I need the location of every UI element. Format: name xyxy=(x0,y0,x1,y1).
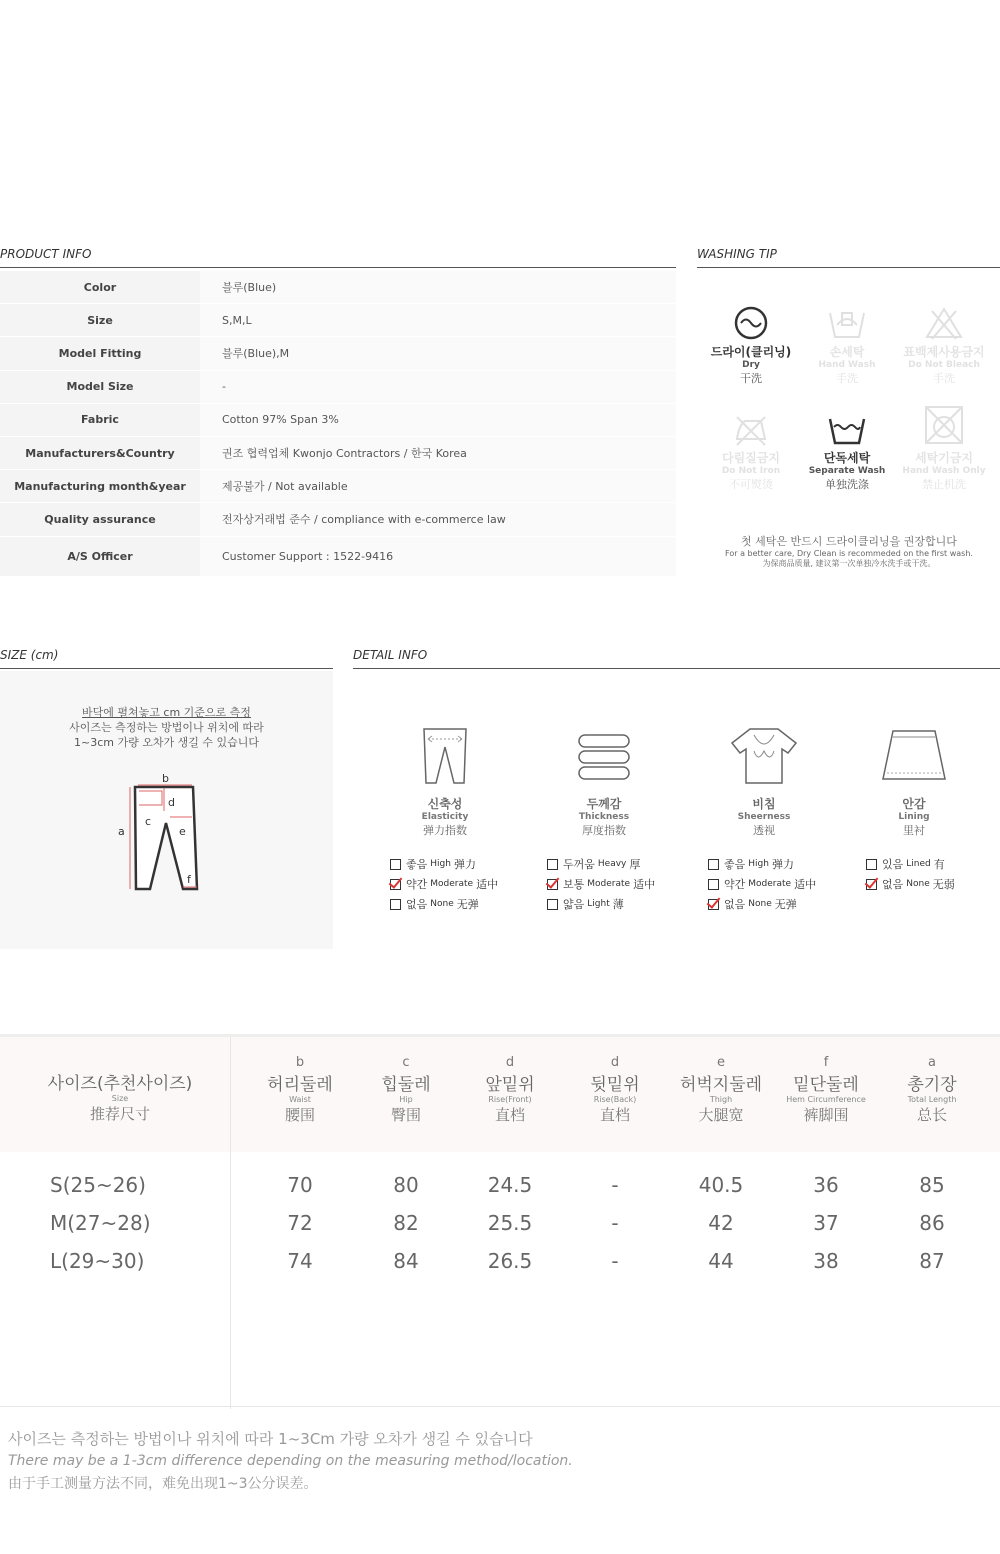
washing-ko: 세탁기금지 xyxy=(915,451,973,465)
row-label: Color xyxy=(0,271,200,303)
header-ko: 허벅지둘레 xyxy=(679,1075,763,1095)
diagram-letter-e: e xyxy=(179,825,186,838)
opt-en: Moderate xyxy=(430,879,474,889)
size-cell: - xyxy=(611,1173,619,1197)
detail-ko: 신축성 xyxy=(427,797,463,811)
hand-wash-icon xyxy=(827,305,867,341)
size-guide-panel xyxy=(0,671,333,949)
header-ko: 밑단둘레 xyxy=(793,1075,859,1095)
opt-ko: 없음 xyxy=(724,898,746,911)
row-label: Model Fitting xyxy=(0,337,200,369)
checkbox[interactable] xyxy=(866,859,877,870)
sheerness-icon xyxy=(728,725,800,787)
size-cell: 86 xyxy=(919,1211,945,1235)
opt-zh: 无弹 xyxy=(456,898,479,911)
row-value: 블루(Blue),M xyxy=(200,337,676,369)
no-iron-icon xyxy=(731,411,771,447)
opt-zh: 适中 xyxy=(633,878,656,891)
lining-icon xyxy=(879,725,949,787)
opt-ko: 약간 xyxy=(406,878,428,891)
washing-en: Hand Wash Only xyxy=(902,466,986,476)
size-cell: 44 xyxy=(708,1249,734,1273)
no-bleach-icon xyxy=(924,305,964,341)
table-row xyxy=(0,1167,1000,1205)
detail-ko: 안감 xyxy=(902,797,926,811)
table-row xyxy=(0,404,676,437)
size-cell: 26.5 xyxy=(487,1249,533,1273)
detail-ko: 비침 xyxy=(752,797,776,811)
opt-en: None xyxy=(906,879,930,889)
opt-en: High xyxy=(430,859,451,869)
size-cell: 70 xyxy=(287,1173,313,1197)
detail-en: Lining xyxy=(898,812,930,822)
opt-zh: 弹力 xyxy=(453,858,476,871)
disclaimer-ko: 사이즈는 측정하는 방법이나 위치에 따라 1~3Cm 가량 오차가 생길 수 있습니다 xyxy=(8,1430,533,1448)
row-value: Customer Support : 1522-9416 xyxy=(200,537,676,576)
opt-ko: 없음 xyxy=(882,878,904,891)
size-cell: 74 xyxy=(287,1249,313,1273)
header-en: Total Length xyxy=(907,1095,957,1104)
size-cell: 72 xyxy=(287,1211,313,1235)
size-section-title: SIZE (cm) xyxy=(0,648,333,669)
detail-elasticity xyxy=(360,725,530,838)
washing-ko: 손세탁 xyxy=(829,345,865,359)
opt-en: Lined xyxy=(906,859,931,869)
table-row xyxy=(0,437,676,470)
opt-ko: 두꺼움 xyxy=(563,858,595,871)
diagram-letter-d: d xyxy=(168,796,175,809)
header-ko: 뒷밑위 xyxy=(590,1075,640,1095)
washing-item xyxy=(797,411,897,492)
size-cell: 80 xyxy=(393,1173,419,1197)
opt-zh: 薄 xyxy=(612,898,624,911)
opt-ko: 좋음 xyxy=(724,858,746,871)
washing-item xyxy=(701,305,801,386)
row-value: S,M,L xyxy=(200,304,676,336)
header-zh: 大腿宽 xyxy=(698,1106,744,1124)
header-letter: b xyxy=(295,1055,305,1070)
pants-diagram-icon xyxy=(110,771,250,901)
detail-en: Sheerness xyxy=(737,812,791,822)
detail-zh: 厚度指数 xyxy=(582,824,626,837)
header-zh: 直档 xyxy=(494,1106,525,1124)
header-letter: d xyxy=(505,1055,515,1070)
opt-en: High xyxy=(748,859,769,869)
separate-wash-icon xyxy=(827,411,867,447)
detail-en: Thickness xyxy=(578,812,630,822)
checkbox[interactable] xyxy=(390,899,401,910)
checkbox[interactable] xyxy=(547,899,558,910)
header-en: Rise(Back) xyxy=(593,1095,637,1104)
row-label: Manufacturing month&year xyxy=(0,470,200,502)
header-zh: 臀围 xyxy=(390,1106,421,1124)
washing-note xyxy=(698,533,1000,569)
opt-ko: 보통 xyxy=(563,878,585,891)
header-ko: 앞밑위 xyxy=(485,1075,535,1095)
header-hem xyxy=(771,1055,881,1125)
product-info-title: PRODUCT INFO xyxy=(0,247,676,268)
detail-en: Elasticity xyxy=(421,812,469,822)
detail-thickness xyxy=(519,725,689,838)
checkbox[interactable] xyxy=(708,879,719,890)
header-hip xyxy=(351,1055,461,1125)
size-cell: 25.5 xyxy=(487,1211,533,1235)
size-name: L(29~30) xyxy=(50,1249,145,1273)
row-label: Fabric xyxy=(0,404,200,436)
checkbox-checked[interactable] xyxy=(547,879,558,890)
header-zh: 腰围 xyxy=(284,1106,315,1124)
table-row xyxy=(0,1205,1000,1243)
diagram-letter-a: a xyxy=(118,825,125,838)
size-note-line1: 바닥에 펼쳐놓고 cm 기준으로 측정 xyxy=(82,706,251,719)
size-cell: 84 xyxy=(393,1249,419,1273)
washing-note-zh: 为保商品质量, 建议第一次单独冷水洗手或干洗。 xyxy=(762,559,936,568)
washing-zh: 手洗 xyxy=(933,372,955,385)
washing-ko: 단독세탁 xyxy=(823,451,871,465)
diagram-letter-b: b xyxy=(162,772,169,785)
washing-note-en: For a better care, Dry Clean is recommeded on the first wash. xyxy=(725,549,973,558)
size-cell: 36 xyxy=(813,1173,839,1197)
option-lining-none[interactable] xyxy=(866,876,955,892)
row-value: 전자상거래법 준수 / compliance with e-commerce law xyxy=(200,503,676,535)
option-elasticity-moderate[interactable] xyxy=(390,876,498,892)
header-en: Waist xyxy=(289,1095,311,1104)
row-value: 권조 협력업체 Kwonjo Contractors / 한국 Korea xyxy=(200,437,676,469)
option-thickness-light[interactable] xyxy=(547,896,624,912)
option-elasticity-none[interactable] xyxy=(390,896,479,912)
header-en: Size xyxy=(111,1094,129,1103)
washing-en: Dry xyxy=(742,360,760,370)
opt-zh: 适中 xyxy=(476,878,499,891)
table-row xyxy=(0,503,676,536)
header-ko: 총기장 xyxy=(907,1075,957,1095)
diagram-letter-c: c xyxy=(145,815,152,828)
opt-en: Moderate xyxy=(748,879,792,889)
opt-zh: 厚 xyxy=(629,858,641,871)
checkbox[interactable] xyxy=(708,859,719,870)
thickness-icon xyxy=(577,725,631,787)
row-value: 블루(Blue) xyxy=(200,271,676,303)
row-label: Manufacturers&Country xyxy=(0,437,200,469)
opt-ko: 좋음 xyxy=(406,858,428,871)
row-value: - xyxy=(200,371,676,403)
header-ko: 힙둘레 xyxy=(381,1075,431,1095)
header-en: Hem Circumference xyxy=(786,1095,866,1104)
table-row xyxy=(0,1243,1000,1281)
header-rise-back xyxy=(560,1055,670,1125)
size-note-line3: 1~3cm 가량 오차가 생길 수 있습니다 xyxy=(74,736,259,749)
option-sheerness-moderate[interactable] xyxy=(708,876,816,892)
header-ko: 허리둘레 xyxy=(267,1075,333,1095)
option-sheerness-high[interactable] xyxy=(708,856,794,872)
washing-item xyxy=(894,403,994,492)
detail-sheerness xyxy=(679,725,849,838)
row-label: A/S Officer xyxy=(0,537,200,576)
opt-en: Heavy xyxy=(597,859,627,869)
size-cell: 38 xyxy=(813,1249,839,1273)
washing-en: Hand Wash xyxy=(818,360,876,370)
size-cell: 82 xyxy=(393,1211,419,1235)
checkbox-checked[interactable] xyxy=(708,899,719,910)
option-thickness-moderate[interactable] xyxy=(547,876,655,892)
row-label: Quality assurance xyxy=(0,503,200,535)
header-letter: f xyxy=(823,1055,829,1070)
header-letter: d xyxy=(610,1055,620,1070)
checkbox[interactable] xyxy=(547,859,558,870)
washing-zh: 不可熨烫 xyxy=(729,478,773,491)
table-row xyxy=(0,271,676,304)
table-row xyxy=(0,371,676,404)
washing-item xyxy=(894,305,994,386)
table-row xyxy=(0,337,676,370)
header-thigh xyxy=(666,1055,776,1125)
size-cell: 87 xyxy=(919,1249,945,1273)
header-zh: 直档 xyxy=(599,1106,630,1124)
table-row xyxy=(0,470,676,503)
size-cell: - xyxy=(611,1249,619,1273)
washing-tip-title: WASHING TIP xyxy=(697,247,1000,268)
opt-ko: 얇음 xyxy=(563,898,585,911)
washing-en: Separate Wash xyxy=(808,466,886,476)
dry-clean-icon xyxy=(733,305,769,341)
opt-en: Light xyxy=(587,899,610,909)
washing-zh: 干洗 xyxy=(740,372,762,385)
size-cell: 37 xyxy=(813,1211,839,1235)
washing-zh: 单独洗涤 xyxy=(825,478,869,491)
row-value: 제공불가 / Not available xyxy=(200,470,676,502)
detail-lining xyxy=(829,725,999,838)
checkbox-checked[interactable] xyxy=(866,879,877,890)
option-thickness-heavy[interactable] xyxy=(547,856,640,872)
detail-zh: 弹力指数 xyxy=(423,824,467,837)
header-en: Rise(Front) xyxy=(488,1095,532,1104)
size-guide-note xyxy=(0,705,333,750)
header-total-length xyxy=(877,1055,987,1125)
header-en: Thigh xyxy=(709,1095,733,1104)
header-size xyxy=(20,1069,220,1124)
washing-ko: 드라이(클리닝) xyxy=(710,345,792,359)
header-rise-front xyxy=(455,1055,565,1125)
size-cell: - xyxy=(611,1211,619,1235)
header-en: Hip xyxy=(399,1095,413,1104)
opt-en: None xyxy=(430,899,454,909)
header-zh: 裤脚围 xyxy=(803,1106,849,1124)
size-cell: 85 xyxy=(919,1173,945,1197)
header-ko: 사이즈(추천사이즈) xyxy=(47,1074,193,1094)
size-note-line2: 사이즈는 측정하는 방법이나 위치에 따라 xyxy=(69,721,264,734)
table-row xyxy=(0,537,676,577)
option-lining-lined[interactable] xyxy=(866,856,945,872)
washing-zh: 手洗 xyxy=(836,372,858,385)
diagram-letter-f: f xyxy=(187,873,191,886)
no-machine-wash-icon xyxy=(922,403,966,447)
size-cell: 42 xyxy=(708,1211,734,1235)
washing-ko: 표백제사용금지 xyxy=(903,345,985,359)
detail-zh: 里衬 xyxy=(903,824,925,837)
opt-zh: 弹力 xyxy=(771,858,794,871)
opt-ko: 없음 xyxy=(406,898,428,911)
washing-en: Do Not Bleach xyxy=(908,360,980,370)
product-info-table xyxy=(0,271,676,577)
header-waist xyxy=(245,1055,355,1125)
detail-info-title: DETAIL INFO xyxy=(353,648,1000,669)
washing-item xyxy=(701,411,801,492)
opt-zh: 无弹 xyxy=(774,898,797,911)
row-label: Model Size xyxy=(0,371,200,403)
washing-en: Do Not Iron xyxy=(721,466,781,476)
option-sheerness-none[interactable] xyxy=(708,896,797,912)
opt-en: Moderate xyxy=(587,879,631,889)
header-letter: e xyxy=(717,1055,725,1070)
header-zh: 推荐尺寸 xyxy=(89,1105,150,1123)
opt-ko: 약간 xyxy=(724,878,746,891)
size-name: M(27~28) xyxy=(50,1211,151,1235)
row-value: Cotton 97% Span 3% xyxy=(200,404,676,436)
size-cell: 24.5 xyxy=(487,1173,533,1197)
disclaimer-zh: 由于手工测量方法不同，难免出现1~3公分误差。 xyxy=(8,1476,318,1492)
washing-item xyxy=(797,305,897,386)
opt-en: None xyxy=(748,899,772,909)
washing-zh: 禁止机洗 xyxy=(922,478,966,491)
disclaimer-en: There may be a 1-3cm difference depending on the measuring method/location. xyxy=(8,1453,573,1469)
checkbox-checked[interactable] xyxy=(390,879,401,890)
row-label: Size xyxy=(0,304,200,336)
size-table xyxy=(0,1034,1000,1406)
size-disclaimer xyxy=(8,1428,573,1493)
opt-ko: 있음 xyxy=(882,858,904,871)
detail-ko: 두께감 xyxy=(586,797,622,811)
option-elasticity-high[interactable] xyxy=(390,856,476,872)
header-letter: a xyxy=(928,1055,936,1070)
washing-ko: 다림질금지 xyxy=(722,451,780,465)
washing-panel xyxy=(698,271,1000,577)
header-zh: 总长 xyxy=(916,1106,947,1124)
opt-zh: 无弱 xyxy=(932,878,955,891)
header-letter: c xyxy=(402,1055,410,1070)
opt-zh: 适中 xyxy=(794,878,817,891)
elasticity-icon xyxy=(420,725,470,787)
checkbox[interactable] xyxy=(390,859,401,870)
size-cell: 40.5 xyxy=(698,1173,744,1197)
table-row xyxy=(0,304,676,337)
size-name: S(25~26) xyxy=(50,1173,146,1197)
washing-note-ko: 첫 세탁은 반드시 드라이클리닝을 권장합니다 xyxy=(741,535,957,548)
divider xyxy=(0,1406,1000,1407)
detail-zh: 透视 xyxy=(753,824,775,837)
opt-zh: 有 xyxy=(933,858,945,871)
